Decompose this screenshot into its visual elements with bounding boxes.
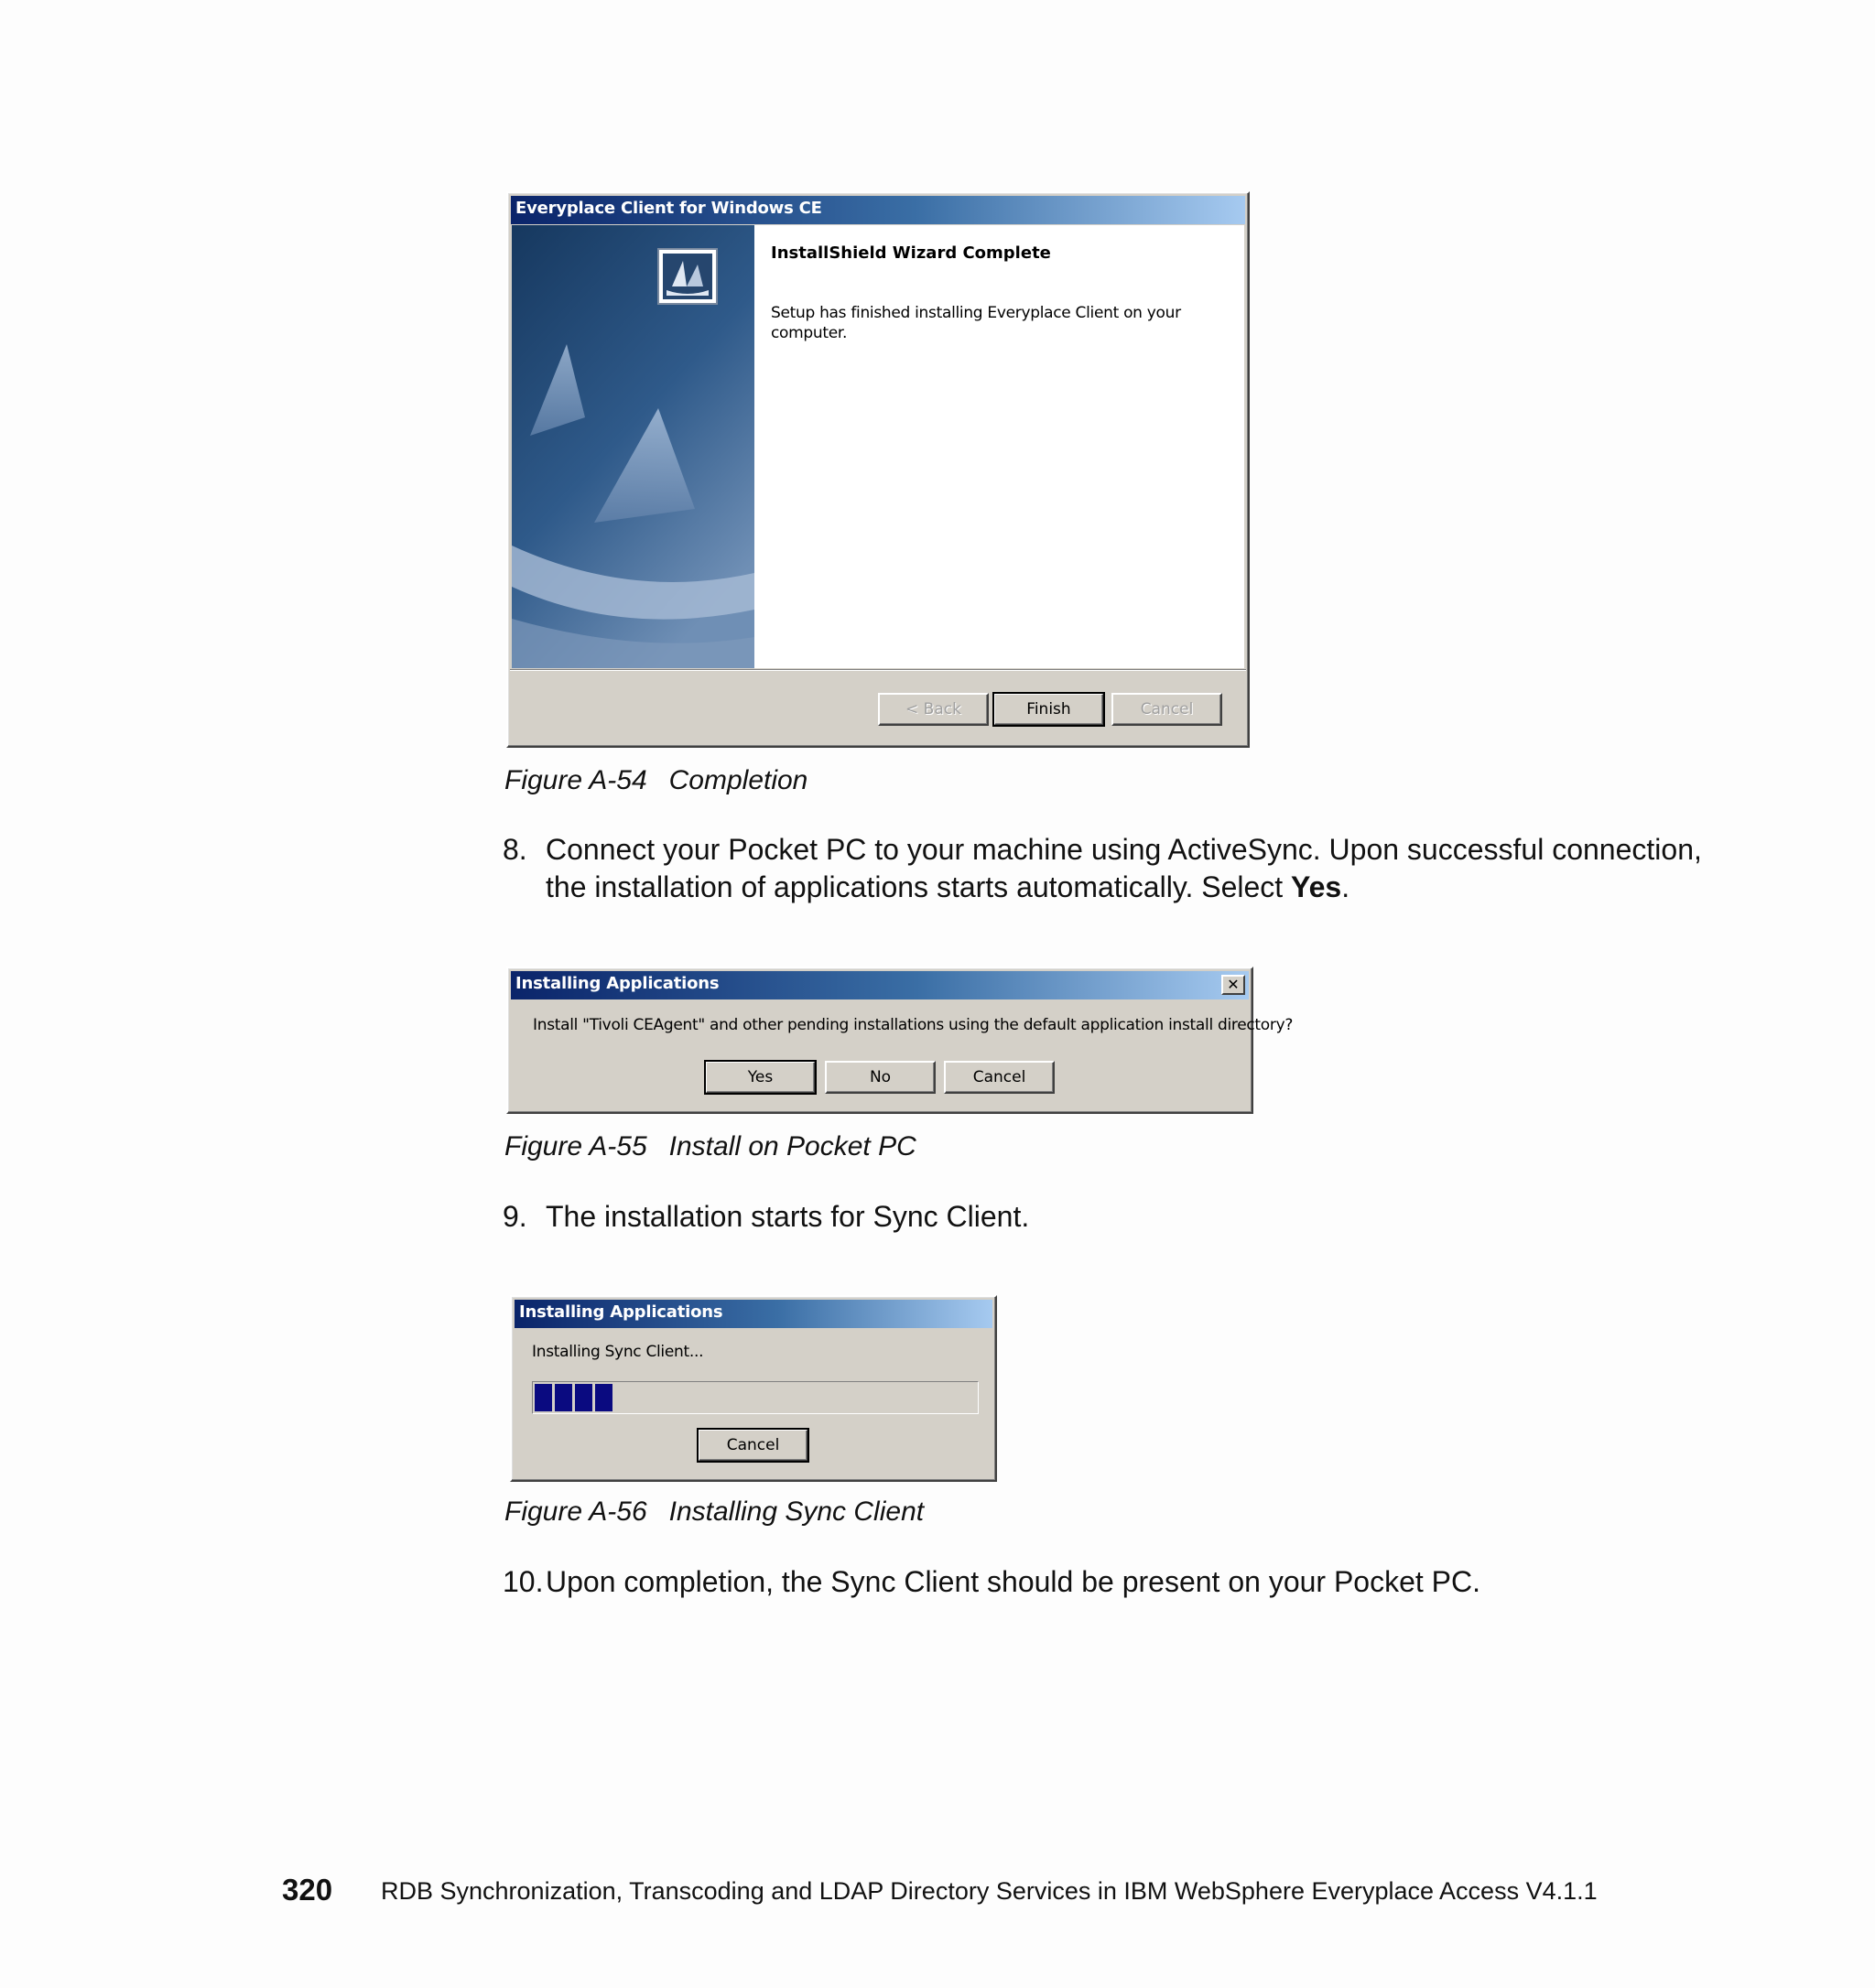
install-prompt-titlebar[interactable]	[511, 971, 1249, 999]
progress-block	[555, 1384, 572, 1411]
book-title: RDB Synchronization, Transcoding and LDAP Directory Services in IBM WebSphere Everyplace Access V4.1.1	[381, 1877, 1598, 1905]
step-8	[503, 831, 1784, 913]
step-text: The installation starts for Sync Client.	[546, 1200, 1030, 1233]
figure-title: Install on Pocket PC	[668, 1131, 916, 1161]
back-button[interactable]: < Back	[878, 693, 989, 726]
cancel-button[interactable]: Cancel	[698, 1429, 808, 1462]
completion-dialog	[506, 191, 1250, 748]
completion-dialog-title: Everyplace Client for Windows CE	[515, 199, 822, 218]
step-text-end: .	[1341, 870, 1350, 903]
figure-a56-caption	[504, 1496, 924, 1528]
step-number: 9.	[503, 1200, 527, 1233]
progress-block	[575, 1384, 592, 1411]
progress-block	[535, 1384, 552, 1411]
finish-button[interactable]: Finish	[993, 693, 1104, 726]
setup-icon	[657, 248, 718, 305]
close-icon[interactable]: ✕	[1221, 975, 1245, 995]
figure-a54-caption	[504, 765, 807, 796]
step-number: 8.	[503, 833, 527, 866]
button-separator	[510, 669, 1246, 671]
wizard-content-area	[754, 225, 1244, 668]
installing-progress-titlebar[interactable]	[515, 1300, 992, 1328]
figure-label: Figure A-56	[504, 1496, 647, 1527]
install-prompt-message: Install "Tivoli CEAgent" and other pending installations using the default application install directory?	[533, 1016, 1294, 1034]
step-10	[503, 1563, 1784, 1604]
cancel-button[interactable]: Cancel	[944, 1061, 1055, 1094]
wizard-message-line1: Setup has finished installing Everyplace Client on your	[771, 304, 1181, 322]
step-text: Upon completion, the Sync Client should be present on your Pocket PC.	[546, 1565, 1481, 1598]
installing-status-text: Installing Sync Client...	[532, 1343, 704, 1361]
step-number: 10.	[503, 1565, 544, 1598]
figure-a55-caption	[504, 1131, 916, 1162]
progress-bar	[532, 1381, 979, 1414]
figure-label: Figure A-55	[504, 1131, 647, 1161]
figure-label: Figure A-54	[504, 765, 647, 795]
yes-button[interactable]: Yes	[705, 1061, 816, 1094]
wizard-heading: InstallShield Wizard Complete	[771, 243, 1051, 263]
progress-fill	[535, 1384, 612, 1411]
completion-dialog-titlebar[interactable]	[511, 196, 1245, 224]
installing-progress-title: Installing Applications	[519, 1302, 723, 1322]
step-9	[503, 1198, 1784, 1239]
figure-title: Installing Sync Client	[668, 1496, 925, 1527]
installing-progress-dialog	[510, 1295, 997, 1482]
no-button[interactable]: No	[825, 1061, 936, 1094]
wizard-banner-image	[512, 225, 754, 668]
figure-title: Completion	[668, 765, 808, 795]
cancel-button[interactable]: Cancel	[1111, 693, 1222, 726]
wizard-message-line2: computer.	[771, 324, 848, 342]
install-prompt-dialog	[506, 967, 1294, 1114]
progress-block	[595, 1384, 612, 1411]
install-prompt-title: Installing Applications	[515, 974, 720, 993]
step-text-bold: Yes	[1291, 870, 1342, 903]
step-text	[546, 831, 1736, 906]
page-number: 320	[282, 1873, 333, 1907]
step-text-main: Connect your Pocket PC to your machine using ActiveSync. Upon successful connection, the installation of applications starts automatically. Select	[546, 833, 1702, 903]
